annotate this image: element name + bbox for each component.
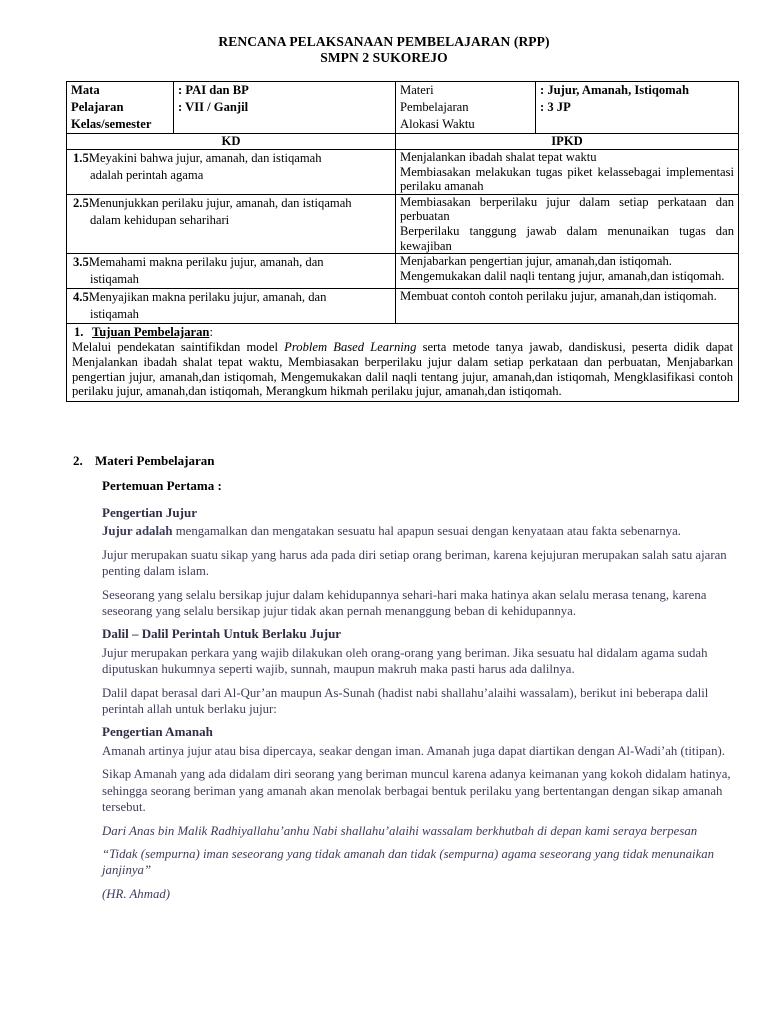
kd-text: Meyakini bahwa jujur, amanah, dan istiqamah (88, 151, 322, 165)
kd-row (67, 254, 739, 289)
pertemuan-heading: Pertemuan Pertama : (102, 478, 222, 493)
ipkd-cell (396, 289, 739, 324)
kd-text: Menyajikan makna perilaku jujur, amanah, dan (88, 290, 327, 305)
pelajaran-label: Pelajaran (71, 100, 124, 114)
hadith-source: (HR. Ahmad) (102, 886, 171, 901)
kd-number: 1.5 (73, 151, 89, 165)
identity-row (67, 82, 739, 134)
kd-text-continued: adalah perintah agama (90, 168, 204, 182)
rpp-identity-table (66, 81, 739, 402)
kd-number: 2.5 (73, 195, 89, 210)
materi-content (102, 505, 738, 909)
subject-value-cell (174, 82, 396, 134)
materi-label-cell (396, 82, 536, 134)
kd-number: 3.5 (73, 255, 89, 270)
tujuan-text (72, 340, 733, 399)
paragraph: Jujur merupakan perkara yang wajib dilakukan oleh orang-orang yang beriman. Jika sesuatu hal didalam agama sudah diputuskan hukumnya seperti wajib, sunnah, maupun makruh maka pasti harus ada dalilnya. (102, 645, 708, 677)
tujuan-label: Tujuan Pembelajaran (92, 325, 210, 340)
kd-text: Memahami makna perilaku jujur, amanah, dan (88, 255, 324, 270)
tujuan-text-a: Melalui pendekatan saintifikdan model (72, 339, 285, 354)
kd-cell (67, 254, 396, 289)
tujuan-cell (67, 324, 739, 402)
kd-text-continued: istiqamah (90, 272, 139, 287)
kd-row (67, 289, 739, 324)
ipkd-cell (396, 254, 739, 289)
kd-text-continued: istiqamah (90, 307, 139, 322)
materi-value: : Jujur, Amanah, Istiqomah (540, 83, 689, 97)
ipkd-text: Menjabarkan pengertian jujur, amanah,dan istiqomah. Mengemukakan dalil naqli tentang jujur, amanah,dan istiqomah. (400, 254, 725, 283)
tujuan-colon: : (209, 325, 213, 340)
paragraph: Dalil dapat berasal dari Al-Qur’an maupun As-Sunah (hadist nabi shallahu’alaihi wassalam), berikut ini beberapa dalil perintah allah untuk berlaku jujur: (102, 685, 709, 717)
kd-text: Menunjukkan perilaku jujur, amanah, dan istiqamah (88, 195, 352, 210)
tujuan-text-b: serta metode tanya jawab, dandiskusi, peserta didik dapat Menjalankan ibadah shalat tepat waktu, Membiasakan berperilaku jujur dalam setiap perkataan dan perbuatan, Menjabarkan pengertian jujur, amanah,dan istiqomah, Mengemukakan dalil naqli tentang jujur, amanah,dan istiqomah, Mengklasifikasi contoh perilaku jujur, amanah,dan istiqomah, Merangkum hikmah perilaku jujur, amanah,dan istiqomah. (72, 339, 733, 399)
paragraph: Sikap Amanah yang ada didalam diri seorang yang beriman muncul karena adanya keimanan yang kokoh didalam hatinya, sehingga seorang beriman yang amanah akan menolak berbagai bentuk perilaku yang bertentangan dengan sikap amanah tersebut. (102, 767, 731, 815)
learning-model: Problem Based Learning (284, 339, 417, 354)
tujuan-heading (72, 325, 733, 340)
materi-number: 2. (73, 453, 83, 468)
subject-value: : PAI dan BP (178, 83, 249, 97)
heading-dalil: Dalil – Dalil Perintah Untuk Berlaku Jujur (102, 626, 342, 642)
ipkd-text: Membuat contoh contoh perilaku jujur, amanah,dan istiqomah. (400, 289, 717, 304)
pembelajaran-label: Pembelajaran (400, 100, 469, 114)
materi-label: Materi (400, 83, 434, 97)
kd-text-continued: dalam kehidupan seharihari (90, 212, 230, 227)
heading-pengertian-jujur: Pengertian Jujur (102, 505, 197, 520)
kd-number: 4.5 (73, 290, 89, 305)
ipkd-text: Membiasakan berperilaku jujur dalam setiap perkataan dan perbuatan Berperilaku tanggung jawab dalam menunaikan tugas dan kewajiban (400, 194, 734, 253)
kelas-semester-label: Kelas/semester (71, 117, 152, 131)
kd-cell (67, 150, 396, 195)
kd-column-header: KD (67, 134, 396, 150)
materi-value-cell (536, 82, 739, 134)
kd-row (67, 194, 739, 253)
kd-row (67, 150, 739, 195)
alokasi-waktu-label: Alokasi Waktu (400, 117, 475, 131)
materi-heading (73, 453, 214, 469)
ipkd-text: Menjalankan ibadah shalat tepat waktu Membiasakan melakukan tugas piket kelassebagai implementasi perilaku amanah (400, 150, 734, 194)
paragraph: Seseorang yang selalu bersikap jujur dalam kehidupannya sehari-hari maka hatinya akan selalu merasa tenang, karena seseorang yang selalu bersikap jujur tidak akan pernah menanggung beban di kehidupannya. (102, 587, 707, 619)
kd-cell (67, 289, 396, 324)
alokasi-value: : 3 JP (540, 100, 571, 114)
paragraph-text: mengamalkan dan mengatakan sesuatu hal apapun sesuai dengan kenyataan atau fakta sebenarnya. (172, 524, 681, 539)
tujuan-number: 1. (74, 325, 84, 340)
school-name: SMPN 2 SUKOREJO (320, 50, 448, 65)
bold-term: Jujur adalah (102, 524, 173, 539)
heading-pengertian-amanah: Pengertian Amanah (102, 724, 213, 740)
subject-label-cell (67, 82, 174, 134)
ipkd-cell (396, 150, 739, 195)
kd-ipkd-header-row (67, 134, 739, 150)
paragraph (102, 523, 738, 539)
paragraph: Amanah artinya jujur atau bisa dipercaya, seakar dengan iman. Amanah juga dapat diartikan dengan Al-Wadi’ah (titipan). (102, 743, 725, 758)
hadith-quote: “Tidak (sempurna) iman seseorang yang tidak amanah dan tidak (sempurna) agama seseorang yang tidak menunaikan janjinya” (102, 846, 715, 878)
hadith-intro: Dari Anas bin Malik Radhiyallahu’anhu Nabi shallahu’alaihi wassalam berkhutbah di depan kami seraya berpesan (102, 823, 698, 838)
ipkd-column-header: IPKD (396, 134, 739, 150)
kd-cell (67, 194, 396, 253)
class-semester-value: : VII / Ganjil (178, 100, 249, 114)
paragraph: Jujur merupakan suatu sikap yang harus ada pada diri setiap orang beriman, karena kejujuran merupakan salah satu ajaran penting dalam islam. (102, 547, 727, 579)
materi-title: Materi Pembelajaran (95, 453, 215, 468)
document-title: RENCANA PELAKSANAAN PEMBELAJARAN (RPP) (218, 34, 550, 49)
mata-label: Mata (71, 83, 100, 97)
tujuan-row (67, 324, 739, 402)
ipkd-cell (396, 194, 739, 253)
